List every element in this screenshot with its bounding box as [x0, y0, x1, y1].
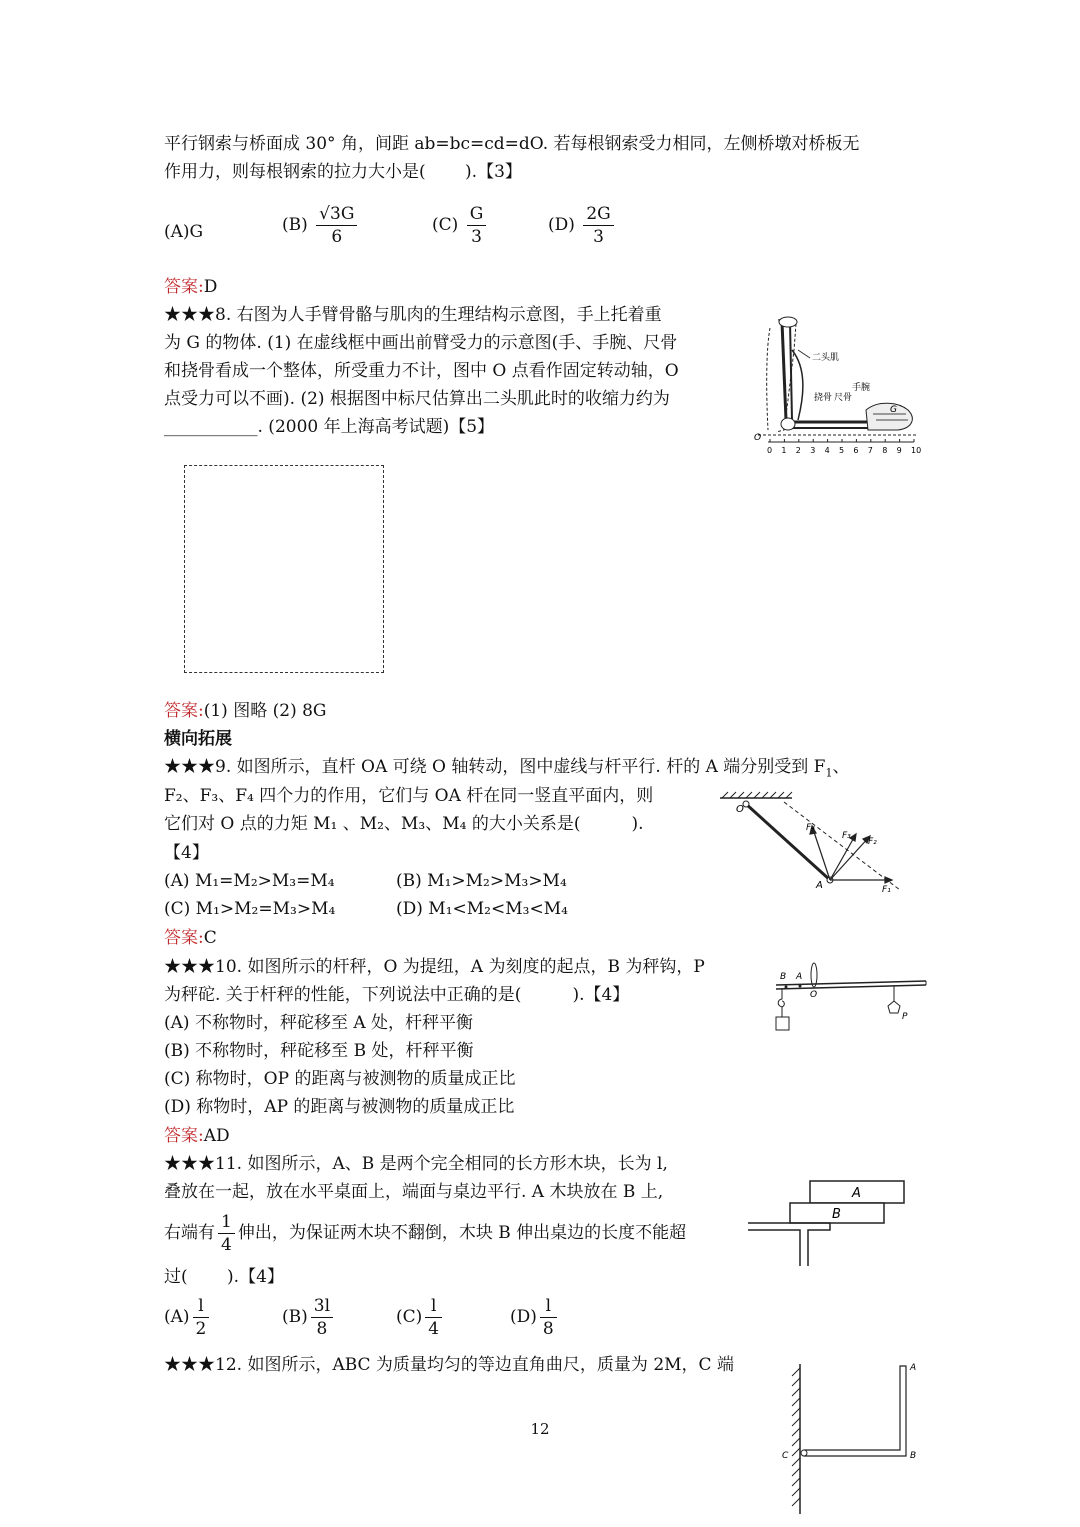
q7-option-b: (B) $\frac{√3G}{6}$ [282, 203, 360, 248]
q10-option-b: (B) 不称物时，秤砣移至 B 处，杆秤平衡 [164, 1041, 474, 1061]
page-number: 12 [530, 1420, 550, 1438]
q7-option-c: (C) $\frac{G}{3}$ [432, 203, 489, 248]
arm-scale-label: 0 [767, 446, 773, 455]
arm-scale-label: 4 [824, 446, 830, 455]
q12-line1: ★★★12. 如图所示，ABC 为质量均匀的等边直角曲尺，质量为 2M，C 端 [164, 1355, 734, 1375]
q11-line2: 叠放在一起，放在水平桌面上，端面与桌边平行. A 木块放在 B 上, [164, 1182, 664, 1202]
q10-option-d: (D) 称物时，AP 的距离与被测物的质量成正比 [164, 1097, 515, 1117]
arm-scale-label: 3 [810, 446, 816, 455]
ruler-label-b: B [910, 1451, 917, 1461]
q7-answer: 答案:D [164, 277, 218, 297]
steelyard-label-o: O [810, 990, 818, 1000]
square-ruler-figure [778, 1358, 928, 1518]
ruler-label-c: C [782, 1451, 789, 1461]
q9-option-d: (D) M₁<M₂<M₃<M₄ [396, 899, 568, 919]
section-title: 横向拓展 [164, 729, 232, 749]
q10-line2: 为秤砣. 关于杆秤的性能，下列说法中正确的是( ).【4】 [164, 985, 630, 1005]
arm-scale-label: 1 [781, 446, 787, 455]
q11-option-a: (A) $\frac{l}{2}$ [164, 1295, 212, 1340]
lever-label-a: A [816, 880, 823, 891]
q8-line1: ★★★8. 右图为人手臂骨骼与肌肉的生理结构示意图，手上托着重 [164, 305, 662, 325]
q8-line5: ___________. (2000 年上海高考试题)【5】 [164, 417, 495, 437]
arm-scale-label: 7 [867, 446, 873, 455]
q9-answer: 答案:C [164, 928, 217, 948]
arm-label-ulna: 尺骨 [834, 393, 853, 403]
arm-scale-label: 9 [896, 446, 902, 455]
q10-option-a: (A) 不称物时，秤砣移至 A 处，杆秤平衡 [164, 1013, 474, 1033]
q9-line3: 它们对 O 点的力矩 M₁ 、M₂、M₃、M₄ 的大小关系是( ). [164, 814, 644, 834]
q7-line2: 作用力，则每根钢索的拉力大小是( ).【3】 [164, 162, 522, 182]
q11-option-b: (B) $\frac{3l}{8}$ [282, 1295, 336, 1340]
ruler-label-a: A [910, 1363, 917, 1373]
arm-label-g: G [890, 405, 897, 415]
arm-scale-label: 8 [882, 446, 888, 455]
lever-label-f1: F₁ [882, 885, 891, 895]
arm-label-biceps: 二头肌 [812, 353, 840, 363]
q7-line1: 平行钢索与桥面成 30° 角，间距 ab=bc=cd=dO. 若每根钢索受力相同，左侧桥墩对桥板无 [164, 134, 860, 154]
stacked-blocks-figure [748, 1176, 910, 1268]
q8-line4: 点受力可以不画). (2) 根据图中标尺估算出二头肌此时的收缩力约为 [164, 389, 670, 409]
steelyard-label-a: A [796, 972, 803, 982]
q10-line1: ★★★10. 如图所示的杆秤，O 为提纽，A 为刻度的起点，B 为秤钩，P [164, 957, 705, 977]
arm-scale-label: 5 [839, 446, 845, 455]
arm-scale-label: 10 [911, 446, 922, 455]
q7-option-d: (D) $\frac{2G}{3}$ [548, 203, 617, 248]
block-label-b: B [832, 1207, 841, 1222]
lever-force-figure [712, 790, 912, 900]
q11-line1: ★★★11. 如图所示，A、B 是两个完全相同的长方形木块，长为 l, [164, 1154, 668, 1174]
steelyard-label-b: B [780, 972, 787, 982]
q8-answer: 答案:(1) 图略 (2) 8G [164, 701, 327, 721]
arm-label-wrist: 手腕 [852, 383, 871, 393]
q8-line2: 为 G 的物体. (1) 在虚线框中画出前臂受力的示意图(手、手腕、尺骨 [164, 333, 678, 353]
arm-scale-label: 2 [795, 446, 801, 455]
q11-option-d: (D) $\frac{l}{8}$ [510, 1295, 560, 1340]
lever-label-f2: F₂ [868, 837, 877, 847]
q10-answer: 答案:AD [164, 1126, 230, 1146]
q11-line3: 右端有 $\frac{1}{4}$ 伸出，为保证两木块不翻倒，木块 B 伸出桌边的长度不能超 [164, 1212, 687, 1255]
arm-label-o: O [754, 433, 762, 443]
q9-option-c: (C) M₁>M₂=M₃>M₄ [164, 899, 336, 919]
q9-line2: F₂、F₃、F₄ 四个力的作用，它们与 OA 杆在同一竖直平面内，则 [164, 786, 654, 806]
q9-line4: 【4】 [164, 843, 209, 863]
arm-scale-label: 6 [853, 446, 859, 455]
q9-option-b: (B) M₁>M₂>M₃>M₄ [396, 871, 567, 891]
q9-option-a: (A) M₁=M₂>M₃=M₄ [164, 871, 335, 891]
q11-option-c: (C) $\frac{l}{4}$ [396, 1295, 445, 1340]
block-label-a: A [852, 1186, 861, 1201]
q11-line4: 过( ).【4】 [164, 1267, 284, 1287]
lever-label-o: O [736, 804, 744, 815]
q9-line1: ★★★9. 如图所示，直杆 OA 可绕 O 轴转动，图中虚线与杆平行. 杆的 A 端分别受到 $F_1$、 [164, 757, 850, 780]
lever-label-f4: F₄ [806, 823, 815, 833]
q7-option-a: (A)G [164, 222, 204, 242]
q8-drawing-box [184, 465, 384, 673]
arm-skeleton-figure [748, 310, 928, 458]
arm-label-radius: 挠骨 [814, 393, 833, 403]
steelyard-label-p: P [902, 1012, 908, 1022]
steelyard-figure [768, 955, 930, 1037]
q8-line3: 和挠骨看成一个整体，所受重力不计，图中 O 点看作固定转动轴，O [164, 361, 679, 381]
lever-label-f3: F₃ [842, 831, 851, 841]
q10-option-c: (C) 称物时，OP 的距离与被测物的质量成正比 [164, 1069, 516, 1089]
